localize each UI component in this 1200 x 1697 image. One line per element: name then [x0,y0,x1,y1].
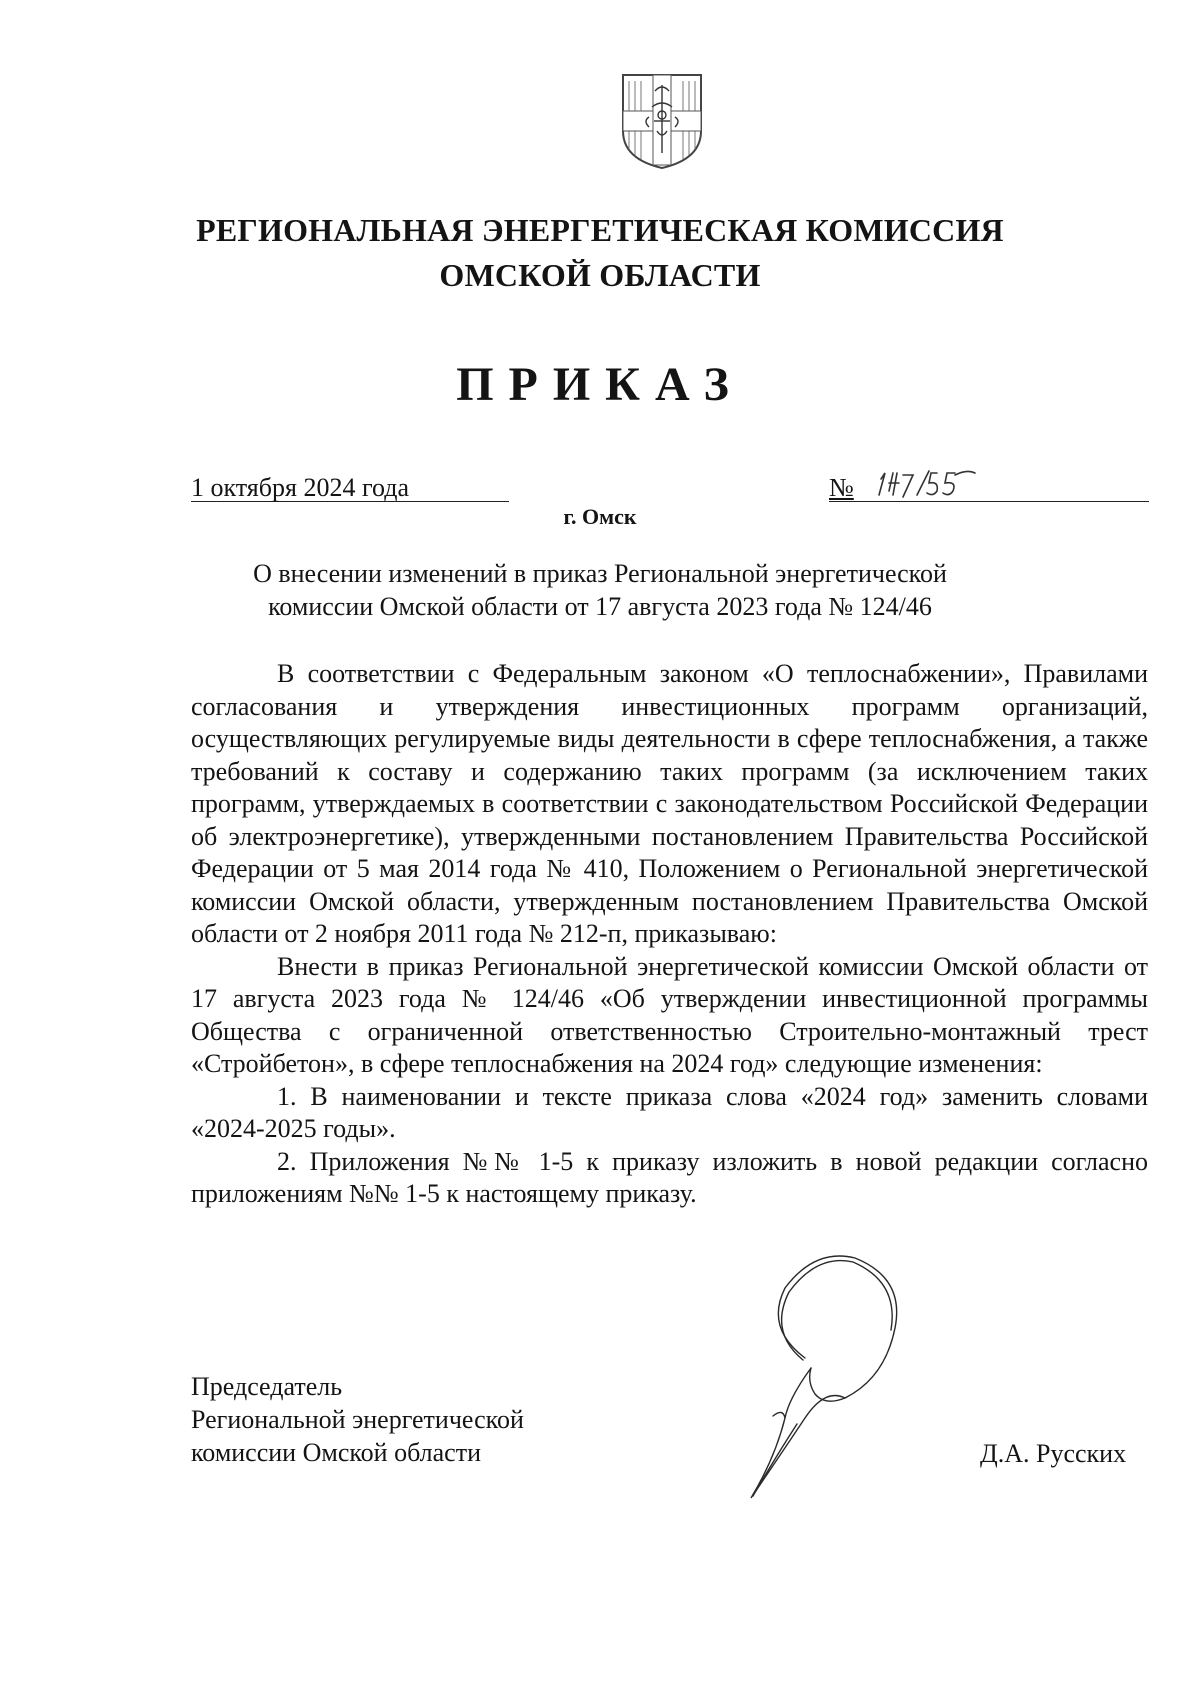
subject-line1: О внесении изменений в приказ Региональной энергетической [253,559,947,588]
document-type-title: ПРИКАЗ [456,358,744,411]
body-paragraph-3: 1. В наименовании и тексте приказа слова «2024 год» заменить словами «2024-2025 годы». [191,1081,1148,1143]
body-paragraph-4: 2. Приложения №№ 1-5 к приказу изложить в новой редакции согласно приложениям №№ 1-5 к настоящему приказу. [191,1146,1148,1208]
org-name-line2: ОМСКОЙ ОБЛАСТИ [439,257,761,293]
body-paragraph-1: В соответствии с Федеральным законом «О теплоснабжении», Правилами согласования и утверждения инвестиционных программ организаций, осуществляющих регулируемые виды деятельности в сфере теплоснабжения, а также требований к составу и содержанию таких программ (за исключением таких программ, утверждаемых в соответствии с законодательством Российской Федерации об электроэнергетике), утвержденными постановлением Правительства Российской Федерации от 5 мая 2014 года № 410, Положением о Региональной энергетической комиссии Омской области, утвержденным постановлением Правительства Омской области от 2 ноября 2011 года № 212-п, приказываю: [191,659,1148,948]
signer-position [191,1370,524,1469]
city-name: г. Омск [563,504,637,529]
number-sign: № [829,473,854,502]
document-date [191,473,509,502]
org-name-line1: РЕГИОНАЛЬНАЯ ЭНЕРГЕТИЧЕСКАЯ КОМИССИЯ [196,212,1004,248]
signee-name: Д.А. Русских [980,1439,1127,1468]
body-paragraph-2: Внести в приказ Региональной энергетической комиссии Омской области от 17 августа 2023 года № 124/46 «Об утверждении инвестиционной программы Общества с ограниченной ответственностью Строительно-монтажный трест «Стройбетон», в сфере теплоснабжения на 2024 год» следующие изменения: [191,951,1148,1078]
subject-heading [0,557,1200,623]
signer-position-line2: Региональной энергетической [191,1405,524,1434]
omsk-coat-of-arms-icon [619,71,705,171]
subject-line2: комиссии Омской области от 17 августа 2023 года № 124/46 [268,592,932,621]
document-number-field [829,473,1149,502]
document-body [191,658,1148,1211]
document-date-text: 1 октября 2024 года [191,473,409,502]
handwritten-signature-icon [745,1248,910,1508]
handwritten-number [871,465,981,501]
signer-position-line1: Председатель [191,1372,343,1401]
signer-position-line3: комиссии Омской области [191,1438,481,1467]
